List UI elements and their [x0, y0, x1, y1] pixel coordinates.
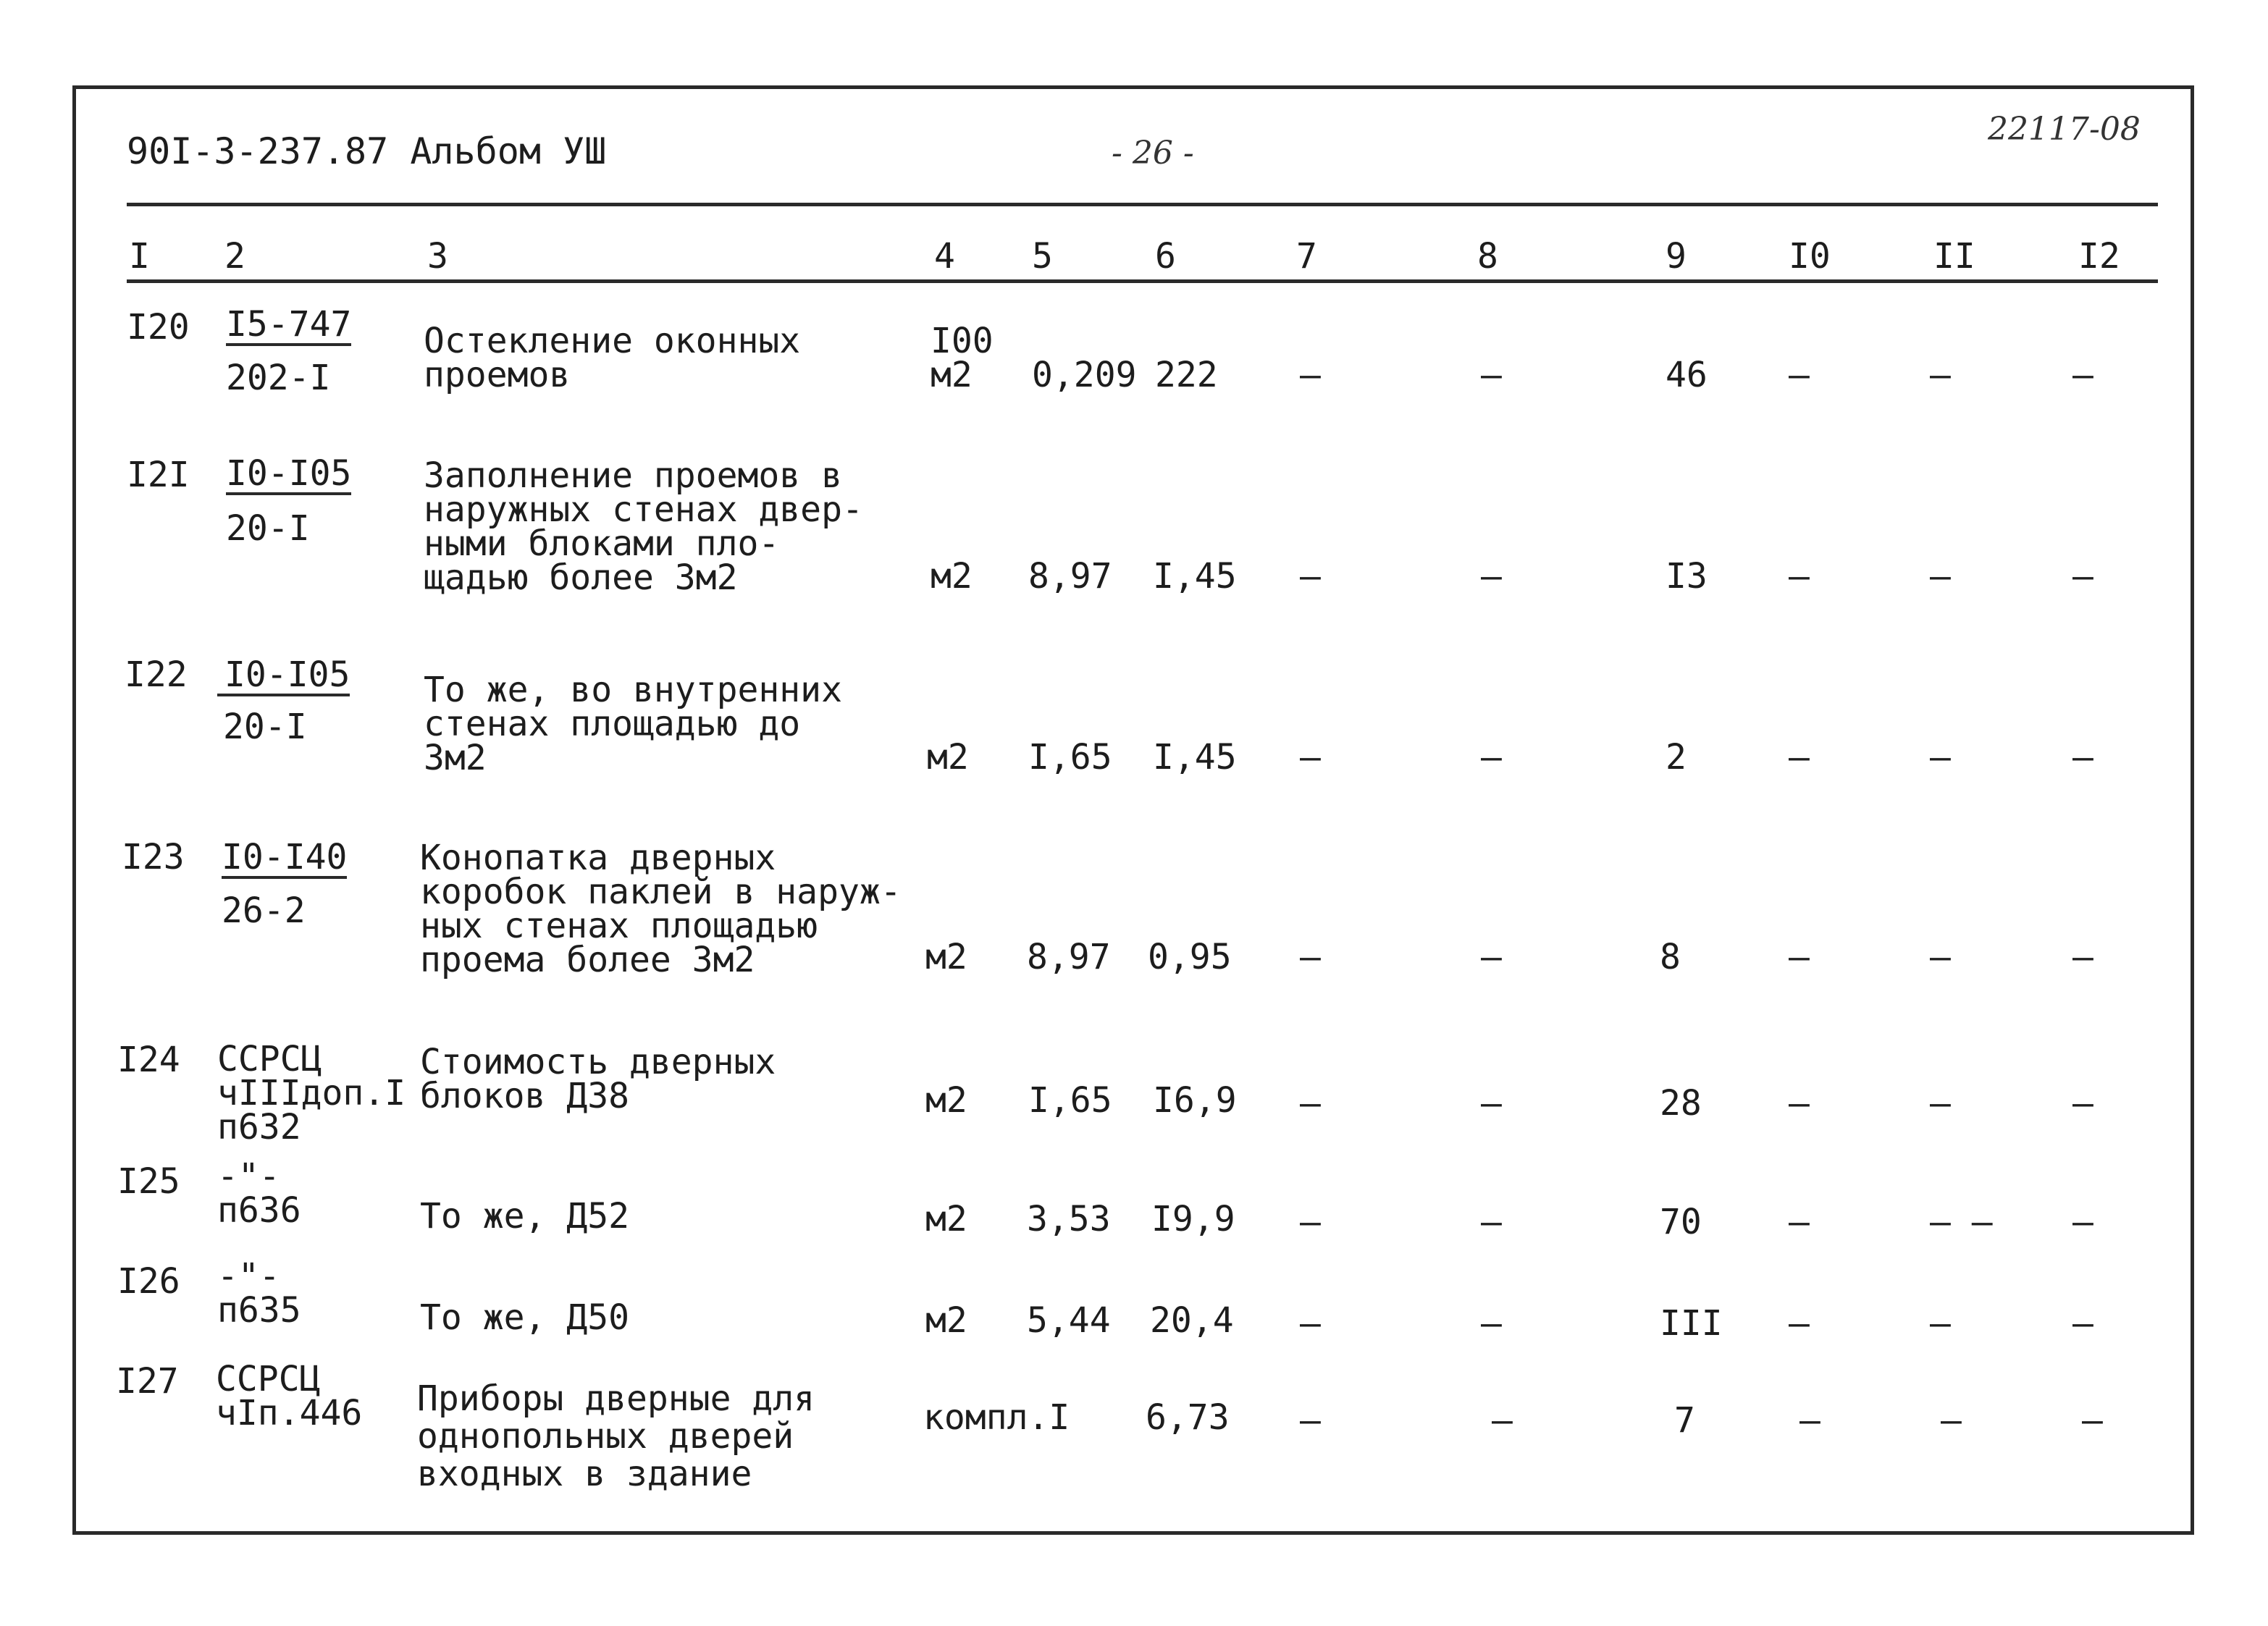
- column-header: I: [129, 236, 150, 277]
- column-header: 4: [934, 236, 955, 277]
- row-value-12: –: [2072, 1202, 2093, 1242]
- row-value-5: 5,44: [1027, 1300, 1111, 1341]
- row-number: I24: [117, 1040, 180, 1080]
- row-description: То же, Д50: [420, 1297, 629, 1338]
- row-code-bottom: 20-I: [223, 707, 307, 747]
- row-number: I2I: [127, 455, 190, 495]
- row-value-7: –: [1300, 556, 1321, 597]
- row-value-6: 20,4: [1150, 1300, 1234, 1341]
- row-unit: компл.I: [923, 1397, 1070, 1438]
- column-header: 7: [1296, 236, 1317, 277]
- row-value-10: –: [1789, 737, 1810, 778]
- row-unit: м2: [927, 737, 969, 778]
- row-value-8: –: [1481, 1083, 1502, 1124]
- row-code-top: I5-747: [226, 304, 352, 345]
- row-unit: м2: [925, 1080, 967, 1121]
- row-number: I20: [127, 307, 190, 347]
- row-value-7: –: [1300, 1202, 1321, 1242]
- row-value-8: –: [1481, 556, 1502, 597]
- document-code: 90I-3-237.87 Альбом УШ: [127, 130, 607, 172]
- row-code-top: I0-I05: [217, 657, 350, 696]
- row-code-bottom: 202-I: [226, 358, 331, 398]
- archive-number: 22117-08: [1988, 111, 2141, 148]
- row-value-8: –: [1481, 1303, 1502, 1344]
- row-value-9: 28: [1660, 1083, 1702, 1124]
- column-header: 6: [1155, 236, 1176, 277]
- row-value-9: III: [1660, 1303, 1723, 1344]
- row-value-7: –: [1300, 1400, 1321, 1441]
- row-value-6: I,45: [1153, 556, 1237, 597]
- row-number: I22: [125, 654, 188, 695]
- row-number: I25: [117, 1161, 180, 1202]
- row-value-9: I3: [1666, 556, 1708, 597]
- row-description: Конопатка дверных коробок паклей в наруж- ных стенах площадью проема более 3м2: [420, 838, 902, 980]
- row-value-8: –: [1481, 737, 1502, 778]
- row-unit: I00 м2: [931, 321, 994, 395]
- page-number: - 26 -: [1112, 135, 1194, 172]
- row-code: -"- п635: [217, 1256, 301, 1331]
- row-value-9: 46: [1666, 355, 1708, 395]
- row-value-11: – –: [1930, 1202, 1993, 1242]
- row-value-8: –: [1481, 355, 1502, 395]
- row-value-12: –: [2072, 937, 2093, 977]
- row-description: Стоимость дверных блоков Д38: [420, 1042, 776, 1116]
- row-value-5: 3,53: [1027, 1199, 1111, 1239]
- row-unit: м2: [925, 1199, 967, 1239]
- row-description: Остекление оконных проемов: [424, 321, 801, 395]
- row-unit: м2: [931, 556, 973, 597]
- row-value-5: I,65: [1028, 737, 1112, 778]
- row-code-bottom: 20-I: [226, 508, 310, 549]
- row-value-7: –: [1300, 1303, 1321, 1344]
- row-value-7: –: [1300, 1083, 1321, 1124]
- row-value-10: –: [1799, 1400, 1820, 1441]
- row-description: Приборы дверные для однопольных дверей входных в здание: [417, 1378, 815, 1494]
- table-frame: [72, 85, 2194, 1535]
- row-description: То же, Д52: [420, 1196, 629, 1237]
- row-value-11: –: [1930, 937, 1951, 977]
- header-rule-bottom: [127, 279, 2158, 283]
- row-value-8: –: [1481, 1202, 1502, 1242]
- row-value-11: –: [1941, 1400, 1962, 1441]
- row-value-11: –: [1930, 1303, 1951, 1344]
- row-value-10: –: [1789, 556, 1810, 597]
- row-value-11: –: [1930, 1083, 1951, 1124]
- row-value-12: –: [2082, 1400, 2103, 1441]
- row-value-8: –: [1492, 1400, 1513, 1441]
- row-value-11: –: [1930, 737, 1951, 778]
- row-code: ССРСЦ чIп.446: [216, 1359, 363, 1433]
- row-number: I27: [116, 1361, 179, 1402]
- row-value-12: –: [2072, 737, 2093, 778]
- row-value-12: –: [2072, 1083, 2093, 1124]
- row-value-5: 0,209: [1032, 355, 1137, 395]
- row-value-10: –: [1789, 1303, 1810, 1344]
- row-value-7: –: [1300, 737, 1321, 778]
- header-rule-top: [127, 203, 2158, 206]
- row-unit: м2: [925, 937, 967, 977]
- row-value-7: –: [1300, 937, 1321, 977]
- row-value-12: –: [2072, 556, 2093, 597]
- row-code-bottom: 26-2: [222, 890, 306, 931]
- column-header: 5: [1032, 236, 1053, 277]
- row-value-9: 8: [1660, 937, 1681, 977]
- row-value-10: –: [1789, 355, 1810, 395]
- row-value-6: I6,9: [1153, 1080, 1237, 1121]
- row-value-12: –: [2072, 355, 2093, 395]
- column-header: 3: [427, 236, 448, 277]
- row-description: Заполнение проемов в наружных стенах двер- ными блоками пло- щадью более 3м2: [424, 455, 863, 598]
- row-value-12: –: [2072, 1303, 2093, 1344]
- column-header: 2: [224, 236, 245, 277]
- row-value-10: –: [1789, 1083, 1810, 1124]
- row-value-5: 8,97: [1027, 937, 1111, 977]
- row-code: -"- п636: [217, 1156, 301, 1231]
- row-code-top: I0-I05: [226, 453, 352, 494]
- row-code: ССРСЦ чIIIдоп.I п632: [217, 1039, 406, 1147]
- row-code-top: I0-I40: [222, 837, 348, 877]
- row-value-6: I9,9: [1151, 1199, 1235, 1239]
- row-value-9: 7: [1674, 1400, 1695, 1441]
- row-unit: м2: [925, 1300, 967, 1341]
- row-value-6: 0,95: [1148, 937, 1232, 977]
- column-header: 9: [1666, 236, 1687, 277]
- row-value-11: –: [1930, 556, 1951, 597]
- column-header: I0: [1789, 236, 1831, 277]
- row-number: I26: [117, 1261, 180, 1302]
- column-header: I2: [2078, 236, 2120, 277]
- row-description: То же, во внутренних стенах площадью до 3м2: [424, 670, 842, 778]
- column-header: II: [1933, 236, 1975, 277]
- row-value-5: I,65: [1028, 1080, 1112, 1121]
- row-value-11: –: [1930, 355, 1951, 395]
- row-value-8: –: [1481, 937, 1502, 977]
- row-value-10: –: [1789, 937, 1810, 977]
- row-value-9: 70: [1660, 1202, 1702, 1242]
- row-value-5: 8,97: [1028, 556, 1112, 597]
- row-value-7: –: [1300, 355, 1321, 395]
- row-value-6: 222: [1155, 355, 1218, 395]
- row-value-9: 2: [1666, 737, 1687, 778]
- row-value-6: I,45: [1153, 737, 1237, 778]
- row-value-6: 6,73: [1146, 1397, 1230, 1438]
- row-value-10: –: [1789, 1202, 1810, 1242]
- column-header: 8: [1477, 236, 1498, 277]
- row-number: I23: [122, 837, 185, 877]
